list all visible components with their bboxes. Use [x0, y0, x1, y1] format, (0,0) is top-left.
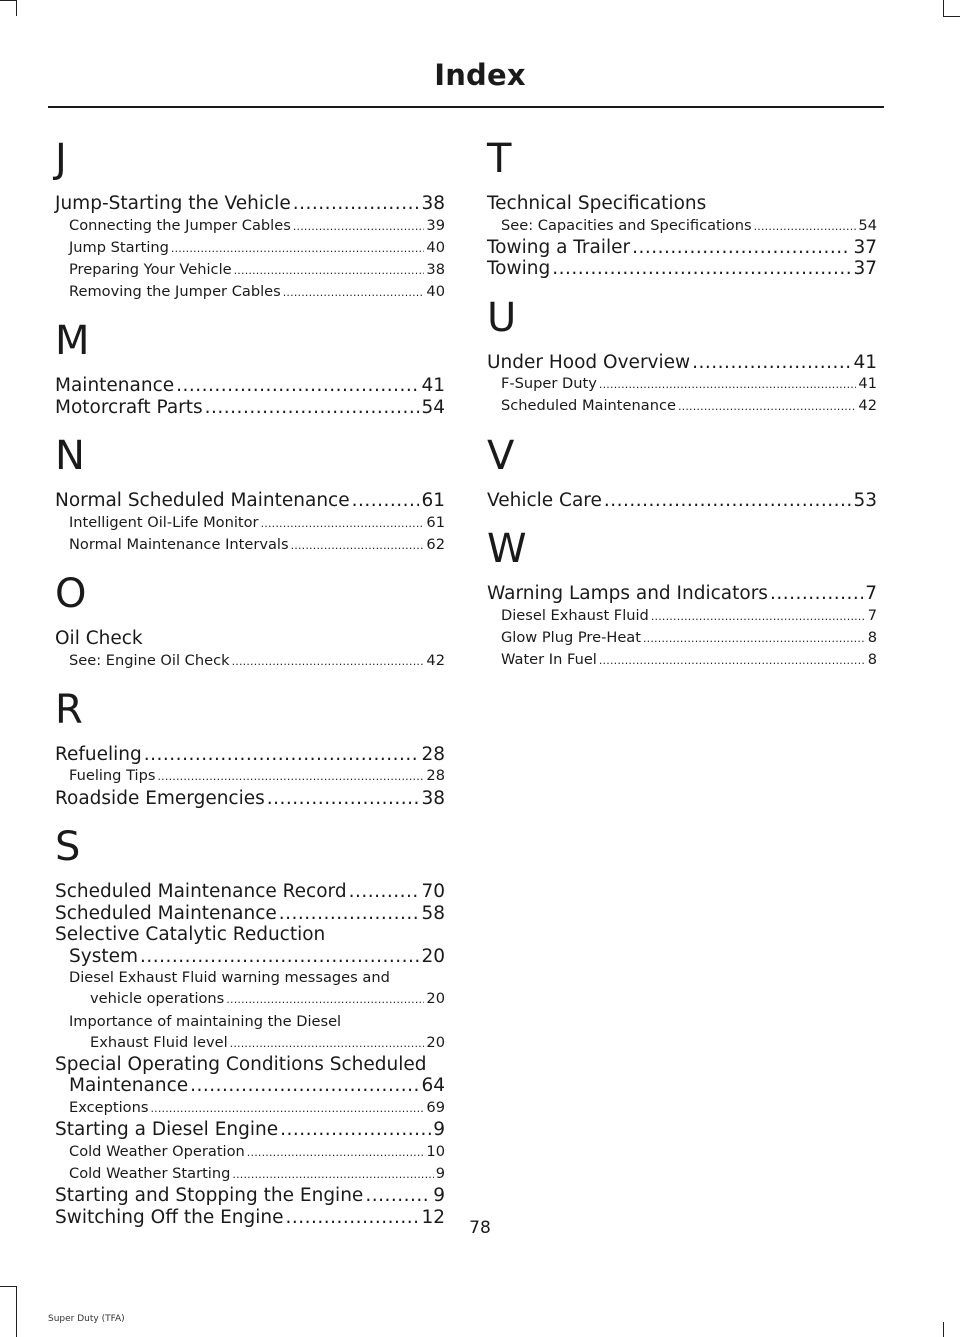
entry-text: Switching Off the Engine [55, 1206, 284, 1228]
section-gap [487, 671, 877, 683]
leader-dots [604, 490, 852, 512]
index-letter-heading: V [487, 432, 515, 479]
page-reference: 39 [426, 216, 445, 234]
entry-text-continued: System [69, 945, 138, 967]
entry-text: Towing a Trailer [487, 236, 631, 258]
section-gap [487, 511, 877, 523]
entry-text-continued: Maintenance [69, 1075, 189, 1097]
index-entry[interactable] [55, 375, 445, 397]
entry-text-continued: Exhaust Fluid level [90, 1033, 228, 1051]
entry-text: Jump-Starting the Vehicle [55, 193, 291, 214]
entry-text: Connecting the Jumper Cables [69, 216, 291, 234]
index-subentry[interactable] [55, 215, 445, 237]
leader-dots [150, 1097, 424, 1119]
entry-text: Scheduled Maintenance Record [55, 881, 347, 903]
section-gap [55, 809, 445, 821]
section-gap [55, 672, 445, 684]
crop-mark [943, 16, 960, 17]
index-subentry[interactable] [55, 967, 445, 1010]
entry-text-continued: vehicle operations [90, 990, 225, 1008]
leader-dots [190, 1075, 419, 1097]
leader-dots [230, 1032, 425, 1054]
index-subentry[interactable] [55, 237, 445, 259]
entry-text: Starting and Stopping the Engine [55, 1185, 364, 1207]
section-gap [55, 418, 445, 430]
crop-mark [0, 1286, 16, 1287]
entry-text: Scheduled Maintenance [55, 902, 277, 924]
index-entry[interactable] [487, 352, 877, 374]
page-reference: 20 [426, 1033, 445, 1051]
index-letter-heading: U [487, 294, 517, 341]
entry-text: Diesel Exhaust Fluid [501, 606, 649, 624]
leader-dots [226, 988, 424, 1010]
page-reference: 38 [421, 787, 445, 809]
index-entry[interactable] [55, 490, 445, 512]
crop-mark [16, 1286, 17, 1337]
index-entry[interactable] [55, 397, 445, 419]
leader-dots [205, 397, 420, 419]
index-entry[interactable] [55, 881, 445, 903]
page-number: 78 [469, 1218, 491, 1238]
index-entry[interactable] [55, 1119, 445, 1141]
page-reference: 61 [426, 513, 445, 531]
index-subentry[interactable] [487, 215, 877, 237]
entry-text: Warning Lamps and Indicators [487, 583, 768, 605]
entry-text: Vehicle Care [487, 489, 602, 511]
leader-dots [280, 1119, 431, 1141]
entry-text: Removing the Jumper Cables [69, 283, 281, 301]
page-reference: 53 [853, 489, 877, 511]
entry-text: Cold Weather Operation [69, 1142, 245, 1160]
page-reference: 40 [426, 283, 445, 301]
leader-dots [144, 744, 420, 766]
entry-text: Diesel Exhaust Fluid warning messages and [69, 969, 390, 987]
entry-text: Cold Weather Starting [69, 1164, 231, 1182]
entry-text: Intelligent Oil-Life Monitor [69, 513, 259, 531]
index-letter-heading: T [487, 136, 512, 182]
page-reference: 54 [421, 396, 445, 418]
index-letter-heading: N [55, 433, 85, 480]
entry-text: Importance of maintaining the Diesel [69, 1012, 342, 1030]
leader-dots [349, 881, 420, 903]
leader-dots [291, 534, 425, 556]
header-rule [48, 106, 884, 108]
section-gap [487, 418, 877, 430]
entry-text: Starting a Diesel Engine [55, 1119, 279, 1141]
leader-dots [283, 281, 425, 303]
leader-dots [267, 788, 420, 810]
section-gap [55, 303, 445, 315]
leader-dots [692, 352, 851, 374]
page-reference: 64 [421, 1075, 445, 1097]
entry-text: Preparing Your Vehicle [69, 260, 232, 278]
index-subentry[interactable] [487, 395, 877, 417]
leader-dots [171, 237, 425, 259]
index-subentry[interactable] [55, 259, 445, 281]
page-reference: 8 [867, 651, 877, 669]
page-reference: 42 [426, 651, 445, 669]
index-subentry[interactable] [487, 373, 877, 395]
page-reference: 10 [426, 1142, 445, 1160]
index-subentry[interactable] [487, 605, 877, 627]
index-entry[interactable] [55, 744, 445, 766]
page-reference: 61 [421, 490, 445, 512]
section-gap [55, 556, 445, 568]
page-reference: 69 [426, 1098, 445, 1116]
page-reference: 7 [865, 583, 877, 605]
index-letter-heading: O [55, 571, 87, 618]
page-reference: 9 [433, 1185, 445, 1207]
index-column-right [487, 135, 877, 683]
index-entry[interactable] [487, 583, 877, 605]
leader-dots [261, 512, 425, 534]
index-entry[interactable] [487, 490, 877, 512]
index-entry[interactable] [55, 193, 445, 215]
leader-dots [232, 650, 425, 672]
index-subentry[interactable] [55, 650, 445, 672]
page-reference: 40 [426, 238, 445, 256]
index-entry[interactable] [487, 258, 877, 280]
crop-mark [943, 0, 944, 16]
page-reference: 42 [858, 397, 877, 415]
entry-text: Glow Plug Pre-Heat [501, 628, 641, 646]
leader-dots [279, 903, 420, 925]
crop-mark [16, 0, 17, 16]
page-reference: 38 [421, 193, 445, 214]
index-subentry[interactable] [55, 1011, 445, 1054]
leader-dots [678, 395, 856, 417]
leader-dots [651, 605, 866, 627]
page-reference: 7 [867, 606, 877, 624]
index-subentry[interactable] [55, 1097, 445, 1119]
index-subentry[interactable] [487, 627, 877, 649]
leader-dots [232, 1163, 433, 1185]
entry-text: Technical Specifications [487, 193, 707, 214]
entry-text: See: Engine Oil Check [69, 651, 230, 669]
entry-text: Fueling Tips [69, 767, 156, 785]
entry-text: F-Super Duty [501, 375, 597, 393]
page-reference: 58 [421, 902, 445, 924]
page-reference: 28 [421, 743, 445, 765]
entry-text: Normal Scheduled Maintenance [55, 490, 350, 512]
index-letter-heading: R [55, 686, 83, 733]
index-entry[interactable] [487, 193, 877, 215]
index-subentry[interactable] [487, 649, 877, 671]
index-entry[interactable] [55, 1054, 445, 1097]
entry-text: Exceptions [69, 1098, 149, 1116]
entry-text: See: Capacities and Specifications [501, 216, 752, 234]
entry-text: Maintenance [55, 375, 175, 397]
index-column-left [55, 135, 445, 1240]
leader-dots [770, 583, 863, 605]
leader-dots [643, 627, 866, 649]
section-gap [487, 280, 877, 292]
page-reference: 41 [421, 375, 445, 397]
index-letter-heading: J [55, 136, 67, 182]
entry-text: Selective Catalytic Reduction [55, 924, 326, 946]
index-subentry[interactable] [55, 765, 445, 787]
index-entry[interactable] [55, 903, 445, 925]
leader-dots [754, 215, 857, 237]
page-reference: 9 [433, 1119, 445, 1141]
entry-text: Towing [487, 258, 551, 280]
leader-dots [234, 259, 425, 281]
leader-dots [599, 373, 857, 395]
page-title: Index [434, 58, 526, 92]
page-reference: 38 [426, 260, 445, 278]
index-letter-heading: S [55, 824, 81, 871]
entry-text: Normal Maintenance Intervals [69, 536, 289, 554]
index-subentry[interactable] [55, 534, 445, 556]
index-subentry[interactable] [55, 1141, 445, 1163]
entry-text: Scheduled Maintenance [501, 397, 676, 415]
page-reference: 12 [421, 1206, 445, 1228]
index-entry[interactable] [55, 628, 445, 650]
page-reference: 37 [853, 258, 877, 280]
page-reference: 9 [435, 1164, 445, 1182]
crop-mark [943, 1322, 944, 1337]
index-entry[interactable] [487, 237, 877, 259]
page-reference: 54 [858, 216, 877, 234]
leader-dots [293, 193, 420, 215]
index-subentry[interactable] [55, 512, 445, 534]
leader-dots [176, 375, 419, 397]
entry-text: Jump Starting [69, 238, 169, 256]
entry-text: Refueling [55, 743, 142, 765]
index-subentry[interactable] [55, 1163, 445, 1185]
page-reference: 41 [858, 375, 877, 393]
page-reference: 37 [853, 236, 877, 258]
entry-text: Special Operating Conditions Scheduled [55, 1053, 427, 1075]
page-reference: 8 [867, 628, 877, 646]
page-reference: 62 [426, 536, 445, 554]
index-letter-heading: M [55, 318, 90, 365]
entry-text: Water In Fuel [501, 651, 597, 669]
leader-dots [293, 215, 425, 237]
index-subentry[interactable] [55, 281, 445, 303]
footer-label: Super Duty (TFA) [48, 1314, 125, 1324]
leader-dots [157, 765, 424, 787]
entry-text: Motorcraft Parts [55, 396, 203, 418]
page-reference: 20 [421, 945, 445, 967]
leader-dots [140, 946, 419, 968]
index-entry[interactable] [55, 924, 445, 967]
index-letter-heading: W [487, 526, 527, 573]
leader-dots [247, 1141, 425, 1163]
entry-text: Under Hood Overview [487, 351, 691, 373]
leader-dots [599, 649, 866, 671]
crop-mark [0, 0, 16, 1]
entry-text: Roadside Emergencies [55, 787, 265, 809]
leader-dots [552, 258, 851, 280]
leader-dots [365, 1185, 431, 1207]
leader-dots [632, 237, 851, 259]
page-reference: 20 [426, 990, 445, 1008]
entry-text: Oil Check [55, 628, 143, 650]
index-entry[interactable] [55, 1185, 445, 1207]
page-reference: 28 [426, 767, 445, 785]
index-entry[interactable] [55, 788, 445, 810]
page-reference: 70 [421, 881, 445, 903]
leader-dots [352, 490, 420, 512]
page-reference: 41 [853, 351, 877, 373]
